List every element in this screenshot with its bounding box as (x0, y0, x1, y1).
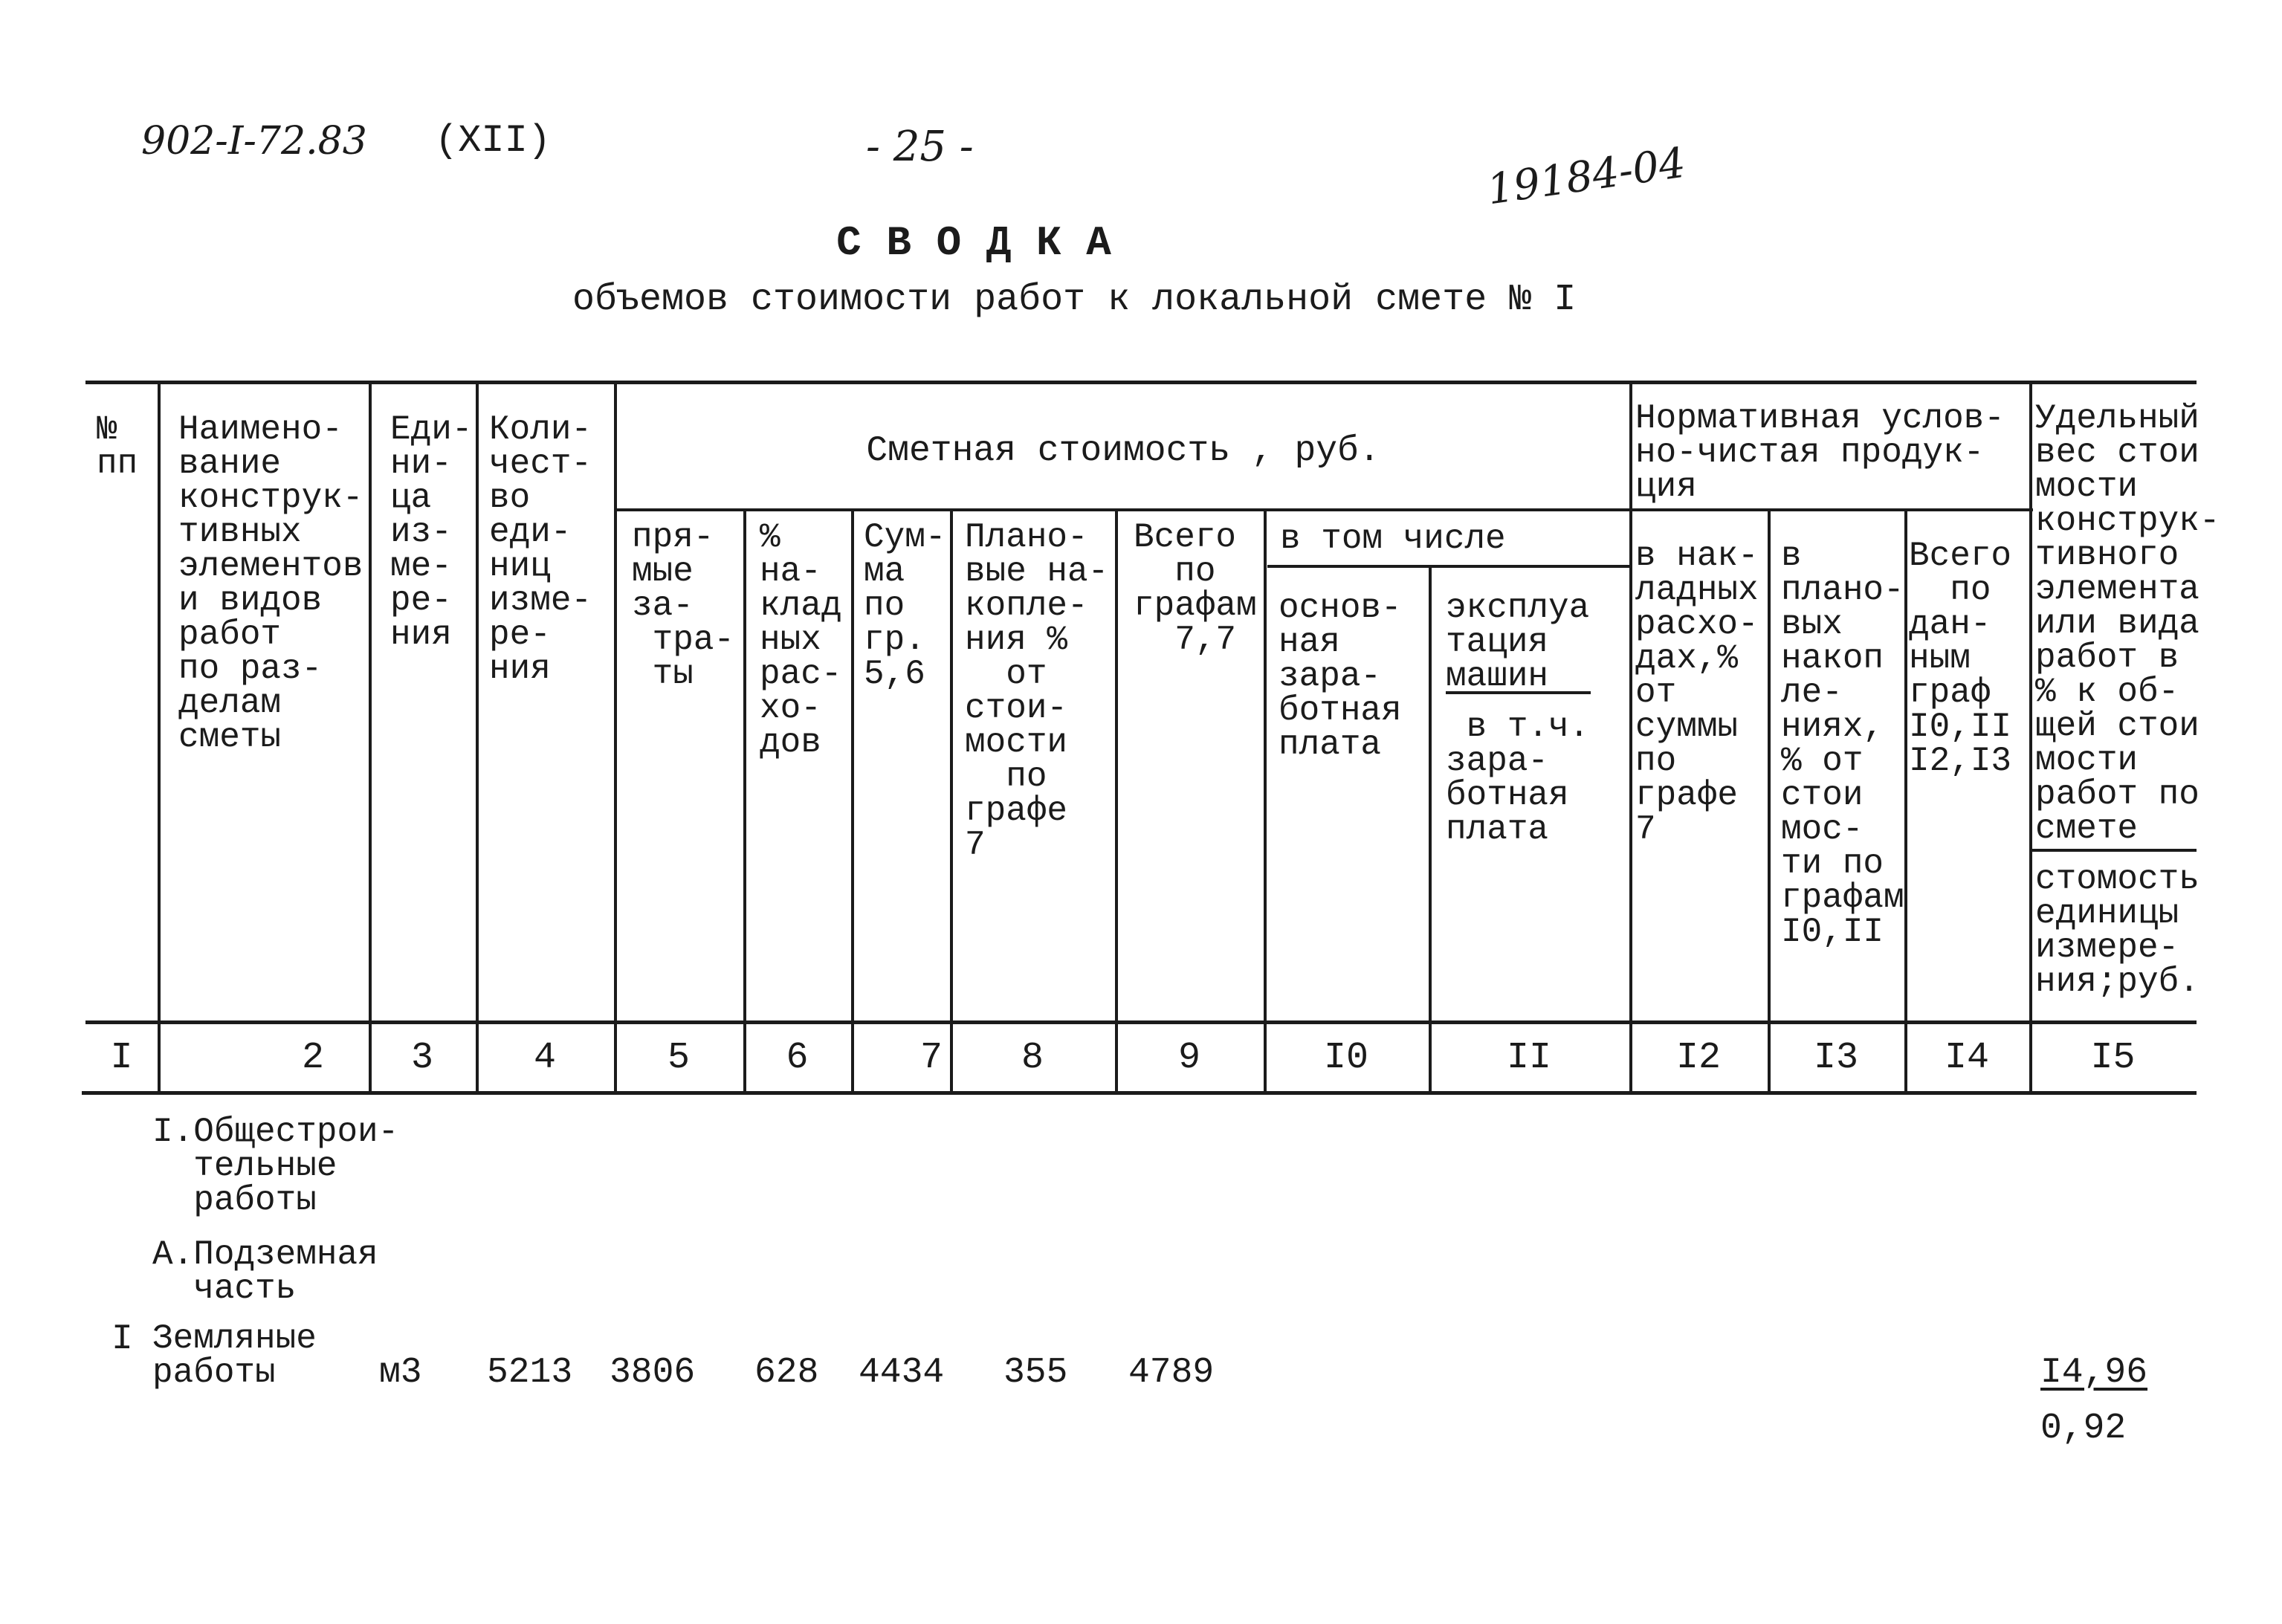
row-overhead: 628 (754, 1353, 819, 1393)
column-number: I0 (1323, 1037, 1368, 1079)
column-number: I3 (1813, 1037, 1858, 1079)
header-in-overhead: в нак- ладных расхо- дах,% от суммы по графе 7 (1635, 537, 1759, 849)
document-subtitle: объемов стоимости работ к локальной смете № I (572, 279, 1577, 321)
header-machine-operation: эксплуа тация машин (1446, 589, 1590, 696)
header-direct-costs: пря- мые за- тра- ты (632, 518, 735, 693)
header-unit: Еди- ни- ца из- ме- ре- ния (390, 410, 473, 654)
header-total-7-8: Всего по графам 7,7 (1134, 518, 1257, 659)
row-direct-costs: 3806 (610, 1353, 696, 1393)
header-machine-wage: в т.ч. зара- ботная плата (1446, 708, 1590, 849)
row-sum: 4434 (859, 1353, 945, 1393)
header-number: № пп (97, 410, 138, 483)
header-in-planned-savings: в плано- вых накоп ле- ниях, % от стои мос- ти по графам I0,II (1781, 537, 1904, 951)
page-number: - 25 - (866, 123, 974, 171)
header-element-name: Наимено- вание конструк- тивных элементов и видов работ по раз- делам сметы (178, 410, 363, 757)
column-number: 3 (410, 1037, 433, 1079)
album-number: (XII) (435, 119, 552, 163)
column-number: 5 (667, 1037, 690, 1079)
column-number: 8 (1021, 1037, 1044, 1079)
column-number: 2 (301, 1037, 324, 1079)
row-quantity: 5213 (487, 1353, 573, 1393)
column-number: I4 (1944, 1037, 1989, 1079)
row-number: I (111, 1319, 133, 1359)
document-title: С В О Д К А (836, 219, 1111, 267)
column-number: 4 (533, 1037, 556, 1079)
header-total-by-columns: Всего по дан- ным граф I0,II I2,I3 (1909, 537, 2012, 780)
header-planned-savings: Плано- вые на- копле- ния % от стои- мости по графе 7 (965, 518, 1109, 864)
row-unit-cost: 0,92 (2040, 1408, 2127, 1449)
document-code: 902-I-72.83 (141, 119, 367, 164)
column-number: 6 (786, 1037, 809, 1079)
row-specific-weight: I4,96 (2040, 1353, 2148, 1393)
section-general-construction: I.Общестрои- тельные работы (152, 1113, 399, 1220)
header-quantity: Коли- чест- во еди- ниц изме- ре- ния (489, 410, 592, 688)
column-number: I2 (1675, 1037, 1721, 1079)
row-unit: м3 (379, 1353, 422, 1393)
column-number: II (1506, 1037, 1551, 1079)
header-base-wage: основ- ная зара- ботная плата (1279, 589, 1402, 764)
row-total: 4789 (1128, 1353, 1215, 1393)
header-sum-5-6: Сум- ма по гр. 5,6 (864, 518, 946, 693)
header-specific-weight: Удельный вес стои мости конструк- тивного элемента или вида работ в % к об- щей стои мости работ по смете (2035, 399, 2220, 848)
header-normative-production: Нормативная услов- но-чистая продук- ция (1635, 399, 2005, 506)
header-unit-cost: стомость единицы измере- ния;руб. (2035, 860, 2199, 1001)
row-planned-savings: 355 (1003, 1353, 1068, 1393)
header-estimated-cost: Сметная стоимость , руб. (866, 431, 1380, 471)
column-number: 7 (919, 1037, 943, 1079)
column-number: 9 (1177, 1037, 1200, 1079)
header-including: в том числе (1280, 520, 1506, 558)
header-overhead-percent: % на- клад ных рас- хо- дов (760, 518, 842, 762)
inventory-number: 19184-04 (1484, 138, 1689, 215)
section-underground-part: А.Подземная часть (152, 1235, 378, 1308)
row-name: Земляные работы (152, 1319, 317, 1392)
column-number: I (110, 1037, 133, 1079)
column-number: I5 (2090, 1037, 2136, 1079)
